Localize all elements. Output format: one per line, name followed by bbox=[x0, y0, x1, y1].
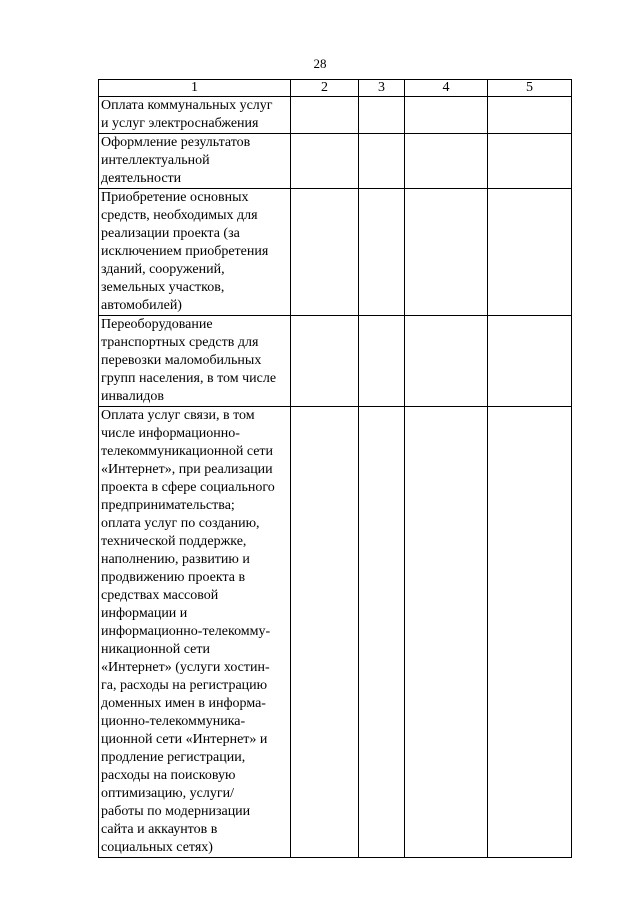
table-row bbox=[99, 134, 572, 189]
column-header-3: 3 bbox=[359, 80, 405, 97]
empty-cell bbox=[405, 407, 488, 858]
empty-cell bbox=[291, 407, 359, 858]
empty-cell bbox=[359, 134, 405, 189]
empty-cell bbox=[488, 189, 572, 316]
empty-cell bbox=[291, 316, 359, 407]
empty-cell bbox=[405, 134, 488, 189]
column-header-2: 2 bbox=[291, 80, 359, 97]
column-header-5: 5 bbox=[488, 80, 572, 97]
row-label-cell bbox=[99, 189, 291, 316]
row-label: Приобретение основных средств, необходимых для реализации проекта (за исключением приобретения зданий, сооружений, земельных участков, автомобилей) bbox=[101, 190, 269, 313]
empty-cell bbox=[359, 316, 405, 407]
row-label-cell bbox=[99, 316, 291, 407]
empty-cell bbox=[488, 316, 572, 407]
empty-cell bbox=[359, 407, 405, 858]
table-row bbox=[99, 316, 572, 407]
empty-cell bbox=[488, 97, 572, 134]
row-label-cell bbox=[99, 97, 291, 134]
row-label: Переоборудование транспортных средств для перевозки маломобильных групп населения, в том числе инвалидов bbox=[101, 317, 277, 404]
empty-cell bbox=[405, 189, 488, 316]
empty-cell bbox=[291, 97, 359, 134]
column-header-4: 4 bbox=[405, 80, 488, 97]
empty-cell bbox=[488, 134, 572, 189]
page-number: 28 bbox=[313, 56, 327, 71]
row-label-cell bbox=[99, 134, 291, 189]
empty-cell bbox=[488, 407, 572, 858]
empty-cell bbox=[359, 189, 405, 316]
table-row bbox=[99, 407, 572, 858]
row-label-cell bbox=[99, 407, 291, 858]
table-row bbox=[99, 189, 572, 316]
empty-cell bbox=[291, 189, 359, 316]
empty-cell bbox=[291, 134, 359, 189]
empty-cell bbox=[405, 316, 488, 407]
table-row bbox=[99, 97, 572, 134]
column-header-1: 1 bbox=[99, 80, 291, 97]
empty-cell bbox=[405, 97, 488, 134]
expense-table bbox=[98, 79, 572, 858]
empty-cell bbox=[359, 97, 405, 134]
row-label: Оформление результатов интеллектуальной деятельности bbox=[101, 135, 251, 186]
row-label: Оплата услуг связи, в том числе информационно- телекоммуникационной сети «Интернет», при реализации проекта в сфере социального предпринимательства; оплата услуг по созданию, технической поддержке, наполнению, развитию и продвижению проекта в средствах массовой информации и информационно-телекомму- никационной сети «Интернет» (услуги хостин- га, расходы на регистрацию доменных имен в информа- ционно-телекоммуника- ционной сети «Интернет» и продление регистрации, расходы на поисковую оптимизацию, услуги/ работы по модернизации сайта и аккаунтов в социальных сетях) bbox=[101, 408, 275, 855]
row-label: Оплата коммунальных услуг и услуг электроснабжения bbox=[101, 98, 273, 131]
table-header-row bbox=[99, 80, 572, 97]
